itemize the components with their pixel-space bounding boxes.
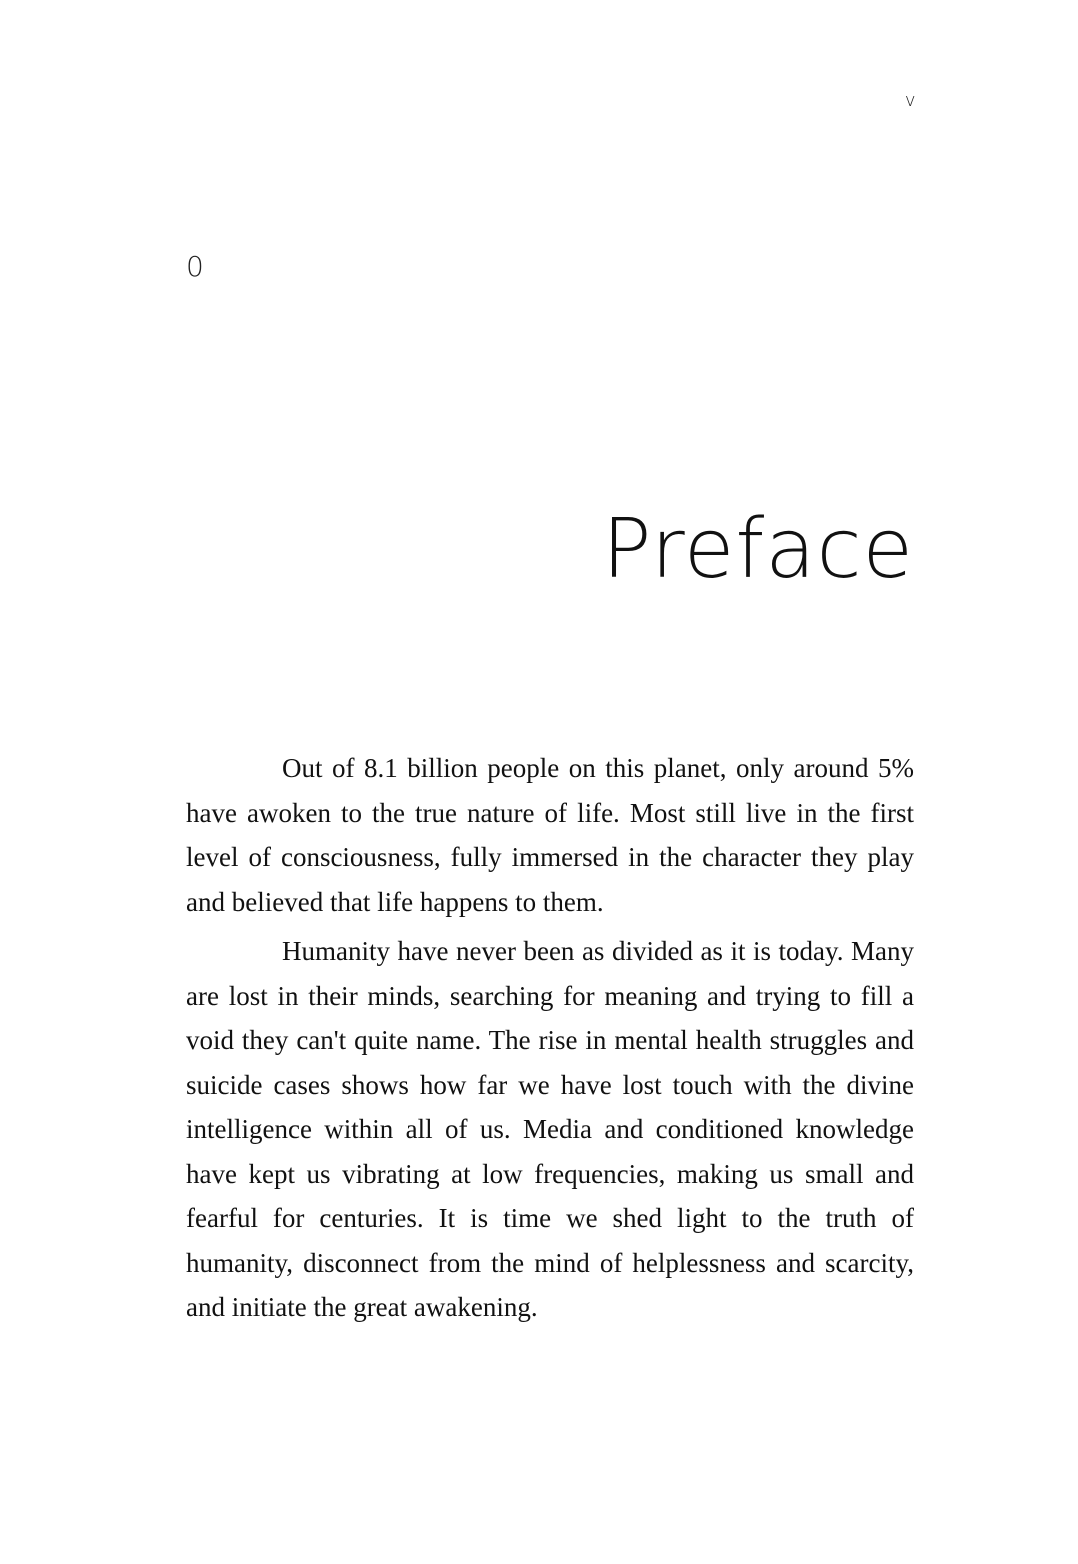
paragraph: Humanity have never been as divided as it is today. Many are lost in their minds, searching for meaning and trying to fill a void they can't quite name. The rise in mental health struggles and suicide cases shows how far we have lost touch with the divine intelligence within all of us. Media and conditioned knowledge have kept us vibrating at low frequencies, making us small and fearful for centuries. It is time we shed light to the truth of humanity, disconnect from the mind of helplessness and scarcity, and initiate the great awakening. [186,936,914,1322]
chapter-title: Preface [601,502,914,597]
body-text [186,746,914,1335]
page-number: v [904,90,916,111]
paragraph: Out of 8.1 billion people on this planet, only around 5% have awoken to the true nature of life. Most still live in the first level of consciousness, fully immersed in the character they play and believed that life happens to them. [186,753,914,917]
chapter-number: 0 [186,250,204,283]
